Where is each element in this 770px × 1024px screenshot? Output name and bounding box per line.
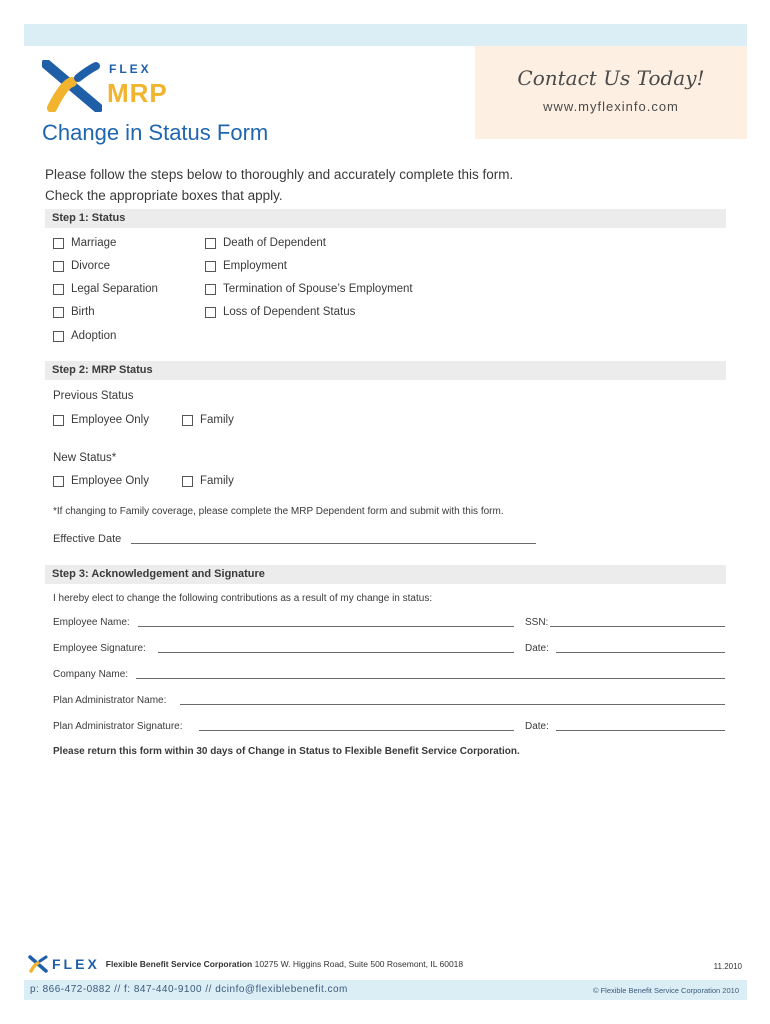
previous-status-label: Previous Status <box>53 390 134 402</box>
step3-header: Step 3: Acknowledgement and Signature <box>45 565 726 584</box>
checkbox-label: Loss of Dependent Status <box>223 306 356 318</box>
checkbox-divorce[interactable] <box>53 260 110 272</box>
employee-date-label: Date: <box>525 643 549 654</box>
checkbox-previous-employee-only[interactable] <box>53 414 149 426</box>
flex-mrp-logo <box>42 58 192 114</box>
checkbox-label: Employee Only <box>71 475 149 487</box>
effective-date-field[interactable] <box>131 543 536 544</box>
company-name-field[interactable] <box>136 678 725 679</box>
checkbox-label: Employment <box>223 260 287 272</box>
checkbox-birth[interactable] <box>53 306 95 318</box>
plan-admin-name-label: Plan Administrator Name: <box>53 695 167 706</box>
footer-flex-text: FLEX <box>52 956 100 972</box>
checkbox-adoption[interactable] <box>53 330 116 342</box>
checkbox-previous-family[interactable] <box>182 414 234 426</box>
checkbox-label: Termination of Spouse’s Employment <box>223 283 413 295</box>
footer-contact-info: p: 866-472-0882 // f: 847-440-9100 // dcinfo@flexiblebenefit.com <box>30 984 348 995</box>
return-instructions: Please return this form within 30 days of Change in Status to Flexible Benefit Service Corporation. <box>53 746 520 757</box>
footer-revision-date: 11.2010 <box>713 962 742 971</box>
checkbox-box[interactable] <box>53 415 64 426</box>
employee-name-label: Employee Name: <box>53 617 130 628</box>
footer-address: 10275 W. Higgins Road, Suite 500 Rosemont, IL 60018 <box>254 959 464 969</box>
checkbox-label: Death of Dependent <box>223 237 326 249</box>
step2-header: Step 2: MRP Status <box>45 361 726 380</box>
acknowledgement-statement: I hereby elect to change the following contributions as a result of my change in status: <box>53 593 433 604</box>
checkbox-box[interactable] <box>182 476 193 487</box>
checkbox-new-family[interactable] <box>182 475 234 487</box>
footer-logo <box>28 955 463 973</box>
employee-signature-field[interactable] <box>158 652 514 653</box>
checkbox-label: Family <box>200 414 234 426</box>
footer-company-name: Flexible Benefit Service Corporation <box>105 959 253 969</box>
checkbox-box[interactable] <box>53 238 64 249</box>
flex-x-logo-icon <box>28 955 48 973</box>
checkbox-employment[interactable] <box>205 260 287 272</box>
checkbox-label: Employee Only <box>71 414 149 426</box>
checkbox-termination-spouse-employment[interactable] <box>205 283 413 295</box>
checkbox-box[interactable] <box>53 284 64 295</box>
footer-company <box>106 959 463 969</box>
family-coverage-note: *If changing to Family coverage, please complete the MRP Dependent form and submit with this form. <box>53 506 504 517</box>
checkbox-box[interactable] <box>53 307 64 318</box>
intro-line-1: Please follow the steps below to thoroughly and accurately complete this form. <box>45 167 514 182</box>
checkbox-box[interactable] <box>53 331 64 342</box>
checkbox-new-employee-only[interactable] <box>53 475 149 487</box>
contact-url[interactable]: www.myflexinfo.com <box>543 99 679 114</box>
contact-box <box>475 46 747 139</box>
checkbox-box[interactable] <box>53 261 64 272</box>
checkbox-label: Family <box>200 475 234 487</box>
effective-date-label: Effective Date <box>53 533 122 545</box>
checkbox-marriage[interactable] <box>53 237 116 249</box>
checkbox-label: Adoption <box>71 330 117 342</box>
checkbox-box[interactable] <box>205 238 216 249</box>
checkbox-box[interactable] <box>205 261 216 272</box>
checkbox-label: Birth <box>71 306 95 318</box>
logo-mrp-text: MRP <box>107 78 168 108</box>
checkbox-loss-of-dependent-status[interactable] <box>205 306 355 318</box>
logo-flex-text: FLEX <box>109 62 152 76</box>
checkbox-label: Divorce <box>71 260 110 272</box>
plan-admin-date-label: Date: <box>525 721 549 732</box>
checkbox-label: Legal Separation <box>71 283 158 295</box>
footer-copyright: © Flexible Benefit Service Corporation 2010 <box>592 986 739 995</box>
employee-name-field[interactable] <box>138 626 514 627</box>
flex-x-logo-icon <box>42 60 102 112</box>
checkbox-box[interactable] <box>182 415 193 426</box>
intro-line-2: Check the appropriate boxes that apply. <box>45 188 283 203</box>
checkbox-box[interactable] <box>205 284 216 295</box>
checkbox-box[interactable] <box>53 476 64 487</box>
checkbox-box[interactable] <box>205 307 216 318</box>
plan-admin-signature-label: Plan Administrator Signature: <box>53 721 183 732</box>
plan-admin-signature-field[interactable] <box>199 730 514 731</box>
contact-title: Contact Us Today! <box>517 66 705 90</box>
checkbox-label: Marriage <box>71 237 117 249</box>
plan-admin-date-field[interactable] <box>556 730 725 731</box>
company-name-label: Company Name: <box>53 669 129 680</box>
plan-admin-name-field[interactable] <box>180 704 725 705</box>
employee-signature-label: Employee Signature: <box>53 643 146 654</box>
footer-bar <box>24 980 747 1000</box>
top-band <box>24 24 747 46</box>
form-title: Change in Status Form <box>42 120 269 145</box>
checkbox-legal-separation[interactable] <box>53 283 158 295</box>
ssn-label: SSN: <box>525 617 549 628</box>
employee-date-field[interactable] <box>556 652 725 653</box>
checkbox-death-of-dependent[interactable] <box>205 237 326 249</box>
new-status-label: New Status* <box>53 452 117 464</box>
ssn-field[interactable] <box>550 626 725 627</box>
step1-header: Step 1: Status <box>45 209 726 228</box>
